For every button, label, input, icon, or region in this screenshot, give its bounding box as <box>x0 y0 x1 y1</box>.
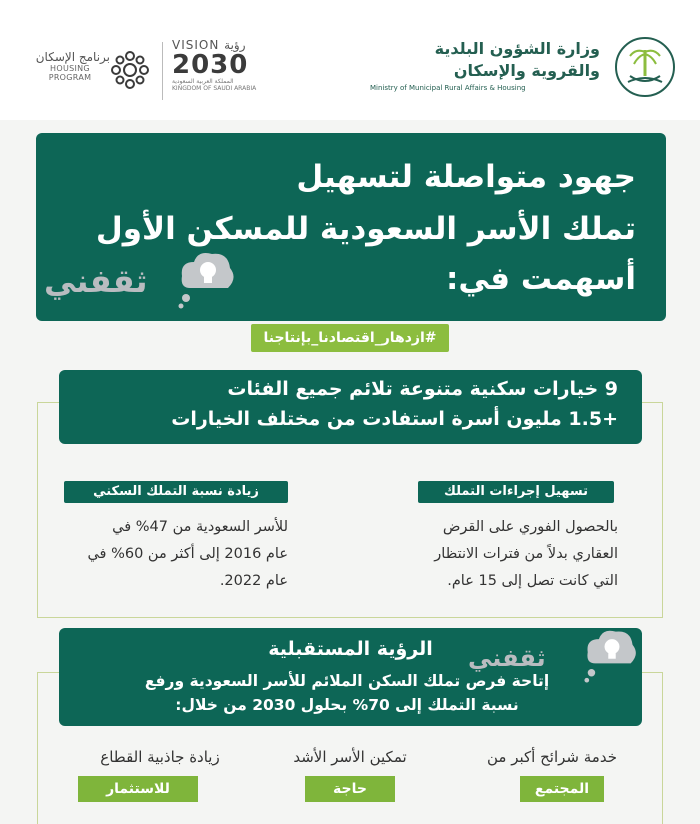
stats-line-2: +1.5 مليون أسرة استفادت من مختلف الخيارات <box>171 408 618 430</box>
stats-banner <box>59 370 642 444</box>
item-pill-families: حاجة <box>305 776 395 802</box>
hashtag-badge: #ازدهار_اقتصادنا_بإنتاجنا <box>251 324 449 352</box>
vision-country: المملكة العربية السعودية KINGDOM OF SAUDI ARABIA <box>172 78 257 92</box>
housing-program-ar: برنامج الإسكان <box>35 50 110 64</box>
right-column-line-3: التي كانت تصل إلى 15 عام. <box>447 573 618 589</box>
left-column-heading: زيادة نسبة التملك السكني <box>64 481 288 503</box>
left-column-line-2: عام 2016 إلى أكثر من 60% في <box>87 546 288 562</box>
future-vision-line-1: إتاحة فرص تملك السكن الملائم للأسر السعودية ورفع <box>144 672 550 690</box>
item-label-community: خدمة شرائح أكبر من <box>487 748 617 766</box>
watermark-text: ثقفني <box>44 262 148 300</box>
right-column-line-2: العقاري بدلاً من فترات الانتظار <box>434 546 618 562</box>
vision-year: 2030 <box>172 50 249 80</box>
stats-line-1: 9 خيارات سكنية متنوعة تلائم جميع الفئات <box>227 378 618 400</box>
watermark-text-2: ثقفني <box>468 644 546 672</box>
lightbulb-cloud-icon <box>178 248 238 310</box>
right-column-heading: تسهيل إجراءات التملك <box>418 481 614 503</box>
header <box>0 0 700 120</box>
future-vision-title: الرؤية المستقبلية <box>268 638 433 660</box>
future-vision-banner <box>59 628 642 726</box>
item-label-investment: زيادة جاذبية القطاع <box>100 748 220 766</box>
item-pill-community: المجتمع <box>520 776 604 802</box>
title-line-2: تملك الأسر السعودية للمسكن الأول <box>95 211 636 247</box>
lightbulb-cloud-icon-2 <box>584 626 640 684</box>
title-line-1: جهود متواصلة لتسهيل <box>296 159 636 195</box>
right-column-line-1: بالحصول الفوري على القرض <box>442 519 618 535</box>
item-pill-investment: للاستثمار <box>78 776 198 802</box>
left-column-line-1: للأسر السعودية من 47% في <box>112 519 288 535</box>
title-line-3: أسهمت في: <box>445 261 636 297</box>
left-column-text <box>64 514 288 595</box>
ministry-ar-line2: والقروية والإسكان <box>453 61 600 80</box>
vision-2030-logo <box>172 38 262 92</box>
future-vision-line-2: نسبة التملك إلى 70% بحلول 2030 من خلال: <box>175 696 519 714</box>
housing-program-en: HOUSING PROGRAM <box>48 64 92 82</box>
left-column-line-3: عام 2022. <box>219 573 288 589</box>
housing-star-icon <box>108 48 152 92</box>
palm-swords-emblem-icon <box>614 36 676 98</box>
vision-word: VISION رؤية <box>172 38 246 52</box>
item-label-families: تمكين الأسر الأشد <box>293 748 407 766</box>
ministry-ar-line1: وزارة الشؤون البلدية <box>434 39 600 58</box>
ministry-logo-text <box>370 38 600 92</box>
header-divider <box>162 42 163 100</box>
housing-program-logo <box>30 50 110 82</box>
right-column-text <box>372 514 618 595</box>
ministry-en: Ministry of Municipal Rural Affairs & Housing <box>370 84 526 92</box>
